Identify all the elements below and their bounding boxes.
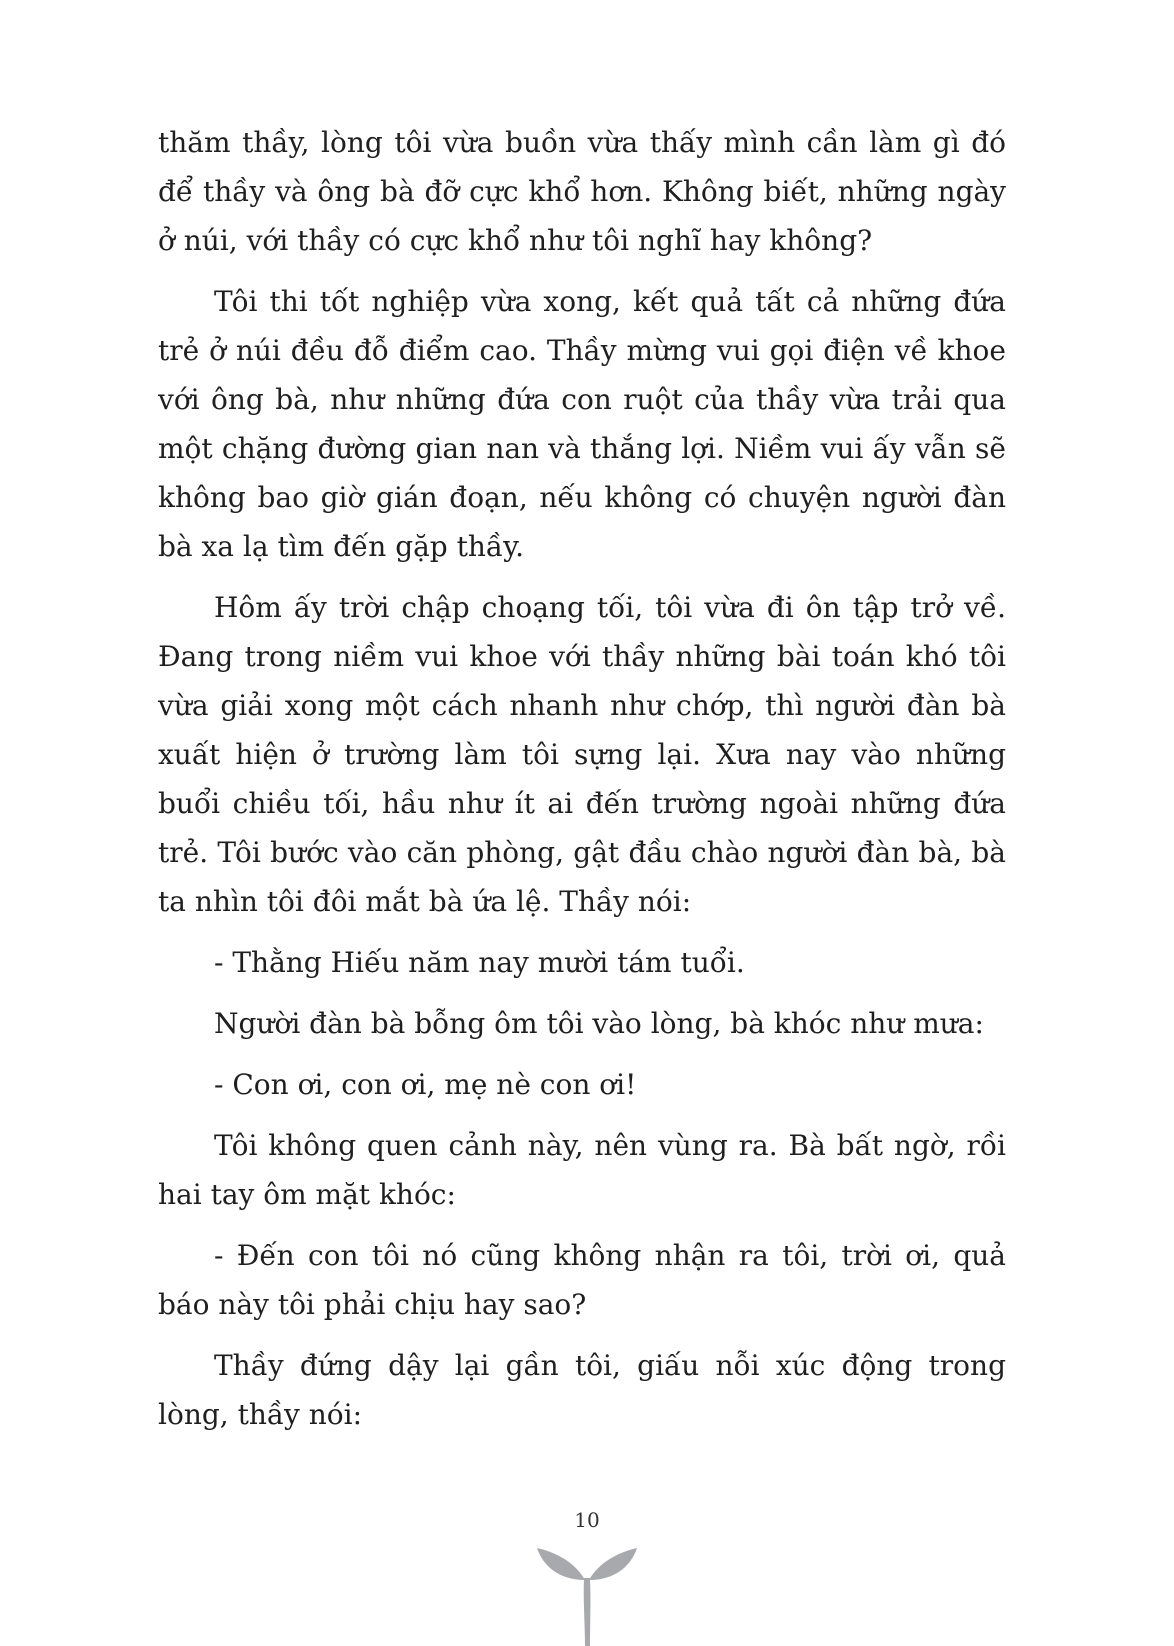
sprout-stem: [584, 1578, 591, 1646]
paragraph-4: Người đàn bà bỗng ôm tôi vào lòng, bà khóc như mưa:: [214, 1007, 984, 1040]
sprout-left-leaf: [537, 1548, 585, 1580]
paragraph-5: Tôi không quen cảnh này, nên vùng ra. Bà bất ngờ, rồi hai tay ôm mặt khóc:: [158, 1129, 1006, 1211]
paragraph-1: thăm thầy, lòng tôi vừa buồn vừa thấy mình cần làm gì đó để thầy và ông bà đỡ cực khổ hơn. Không biết, những ngày ở núi, với thầy có cực khổ như tôi nghĩ hay không?: [158, 126, 1006, 257]
dialogue-line-2: - Con ơi, con ơi, mẹ nè con ơi!: [214, 1068, 637, 1101]
paragraph-3: Hôm ấy trời chập choạng tối, tôi vừa đi ôn tập trở về. Đang trong niềm vui khoe với thầy những bài toán khó tôi vừa giải xong một cách nhanh như chớp, thì người đàn bà xuất hiện ở trường làm tôi sựng lại. Xưa nay vào những buổi chiều tối, hầu như ít ai đến trường ngoài những đứa trẻ. Tôi bước vào căn phòng, gật đầu chào người đàn bà, bà ta nhìn tôi đôi mắt bà ứa lệ. Thầy nói:: [158, 591, 1006, 918]
paragraph-6: Thầy đứng dậy lại gần tôi, giấu nỗi xúc động trong lòng, thầy nói:: [158, 1349, 1006, 1431]
sprout-right-leaf: [589, 1548, 637, 1580]
body-text: [158, 118, 1006, 1451]
dialogue-line-1: - Thằng Hiếu năm nay mười tám tuổi.: [214, 946, 745, 979]
dialogue-line-3: - Đến con tôi nó cũng không nhận ra tôi, trời ơi, quả báo này tôi phải chịu hay sao?: [158, 1239, 1006, 1321]
sprout-icon: [537, 1540, 637, 1646]
page-number: 10: [574, 1508, 600, 1532]
paragraph-2: Tôi thi tốt nghiệp vừa xong, kết quả tất cả những đứa trẻ ở núi đều đỗ điểm cao. Thầy mừng vui gọi điện về khoe với ông bà, như những đứa con ruột của thầy vừa trải qua một chặng đường gian nan và thắng lợi. Niềm vui ấy vẫn sẽ không bao giờ gián đoạn, nếu không có chuyện người đàn bà xa lạ tìm đến gặp thầy.: [158, 285, 1006, 563]
